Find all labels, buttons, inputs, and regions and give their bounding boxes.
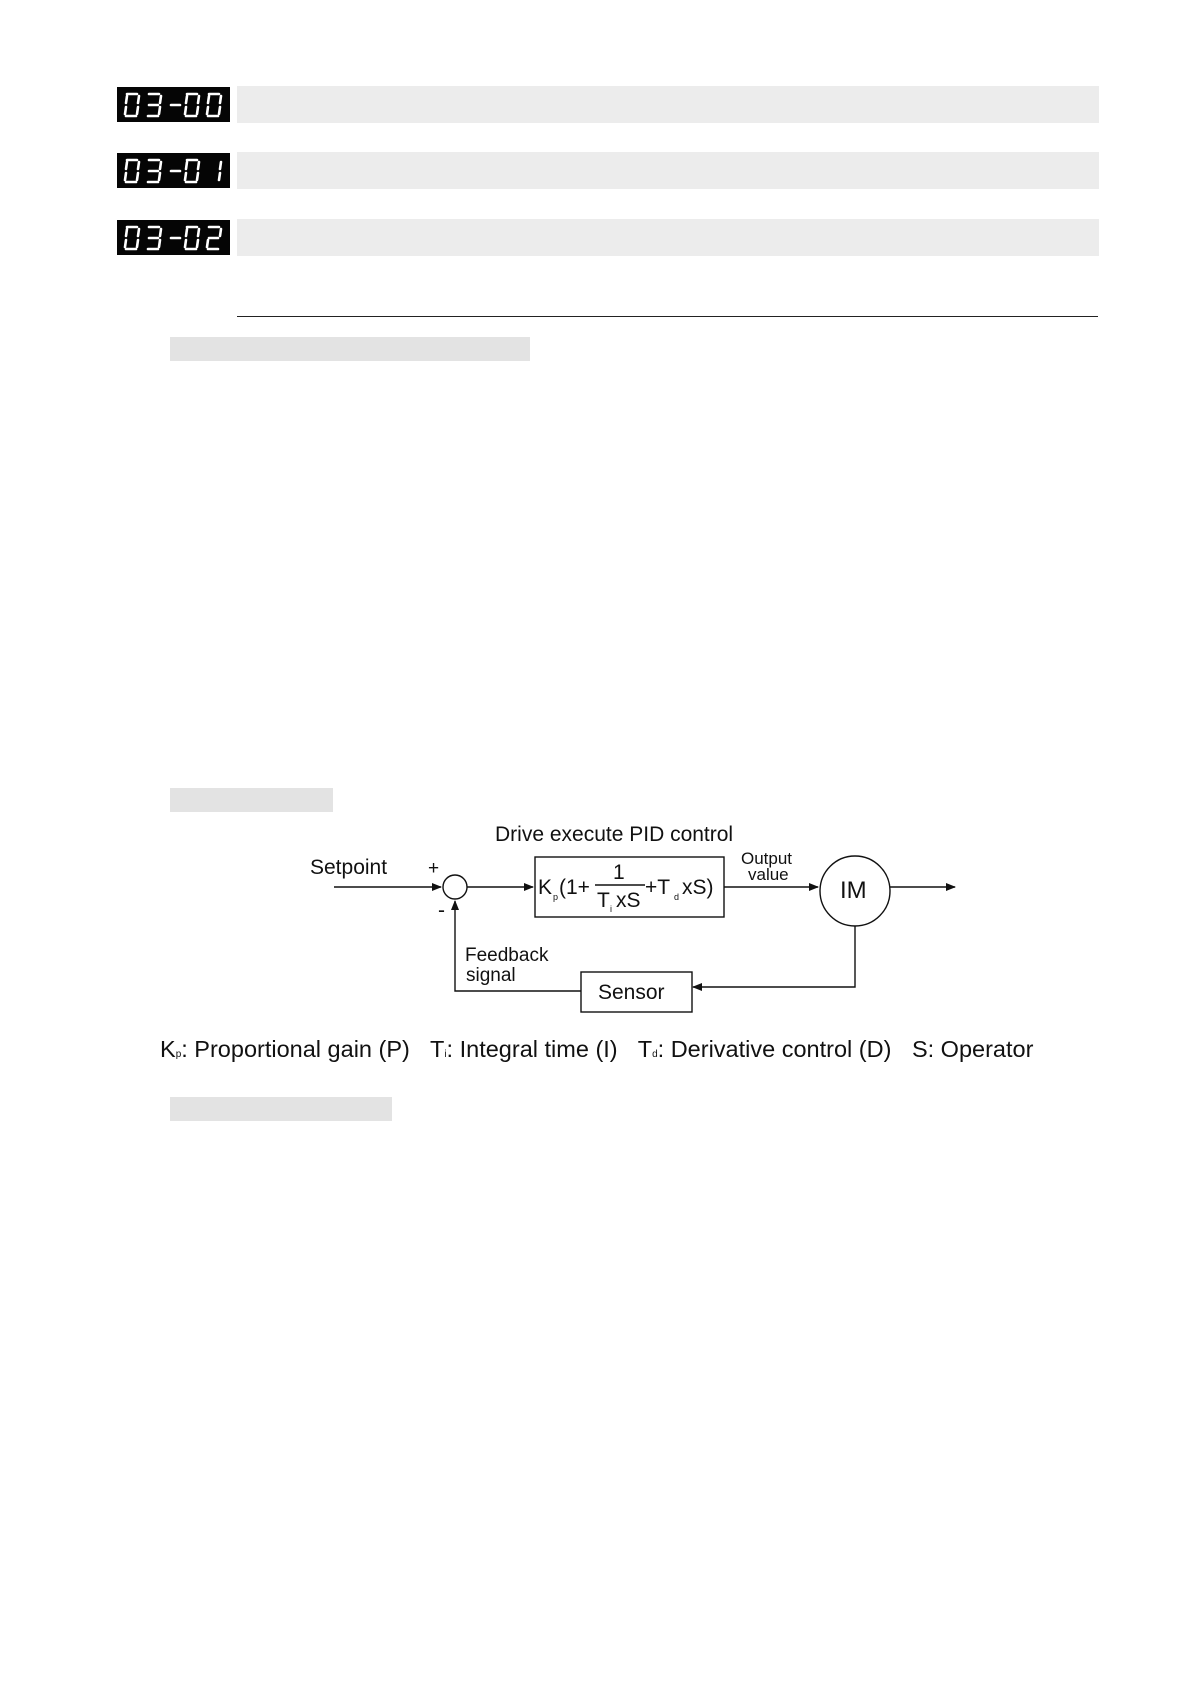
param-title-bar <box>237 219 1099 256</box>
formula-d-subscript: d <box>674 892 680 902</box>
seven-segment-stroke <box>220 229 221 236</box>
section-heading-bar-3 <box>170 1097 392 1121</box>
minus-sign: - <box>438 899 445 922</box>
output-label-line2: value <box>748 865 789 884</box>
seven-segment-stroke <box>126 96 127 103</box>
formula-ti: T <box>597 889 610 912</box>
seven-segment-stroke <box>186 162 187 169</box>
formula-p-subscript: p <box>553 892 559 902</box>
formula-xs: xS <box>616 889 641 912</box>
pid-control-diagram <box>280 808 980 1013</box>
seven-segment-stroke <box>220 162 221 169</box>
seven-segment-stroke <box>185 107 186 114</box>
pid-legend <box>160 1036 1160 1063</box>
seven-segment-stroke <box>160 229 161 236</box>
seven-segment-stroke <box>208 96 209 103</box>
seven-segment-stroke <box>197 240 198 247</box>
sensor-label: Sensor <box>598 981 665 1004</box>
param-row-03-01 <box>117 152 1097 190</box>
seven-segment-stroke <box>198 229 199 236</box>
legend-s: S: Operator <box>911 1036 1034 1062</box>
horizontal-divider <box>237 316 1098 317</box>
feedback-label-line1: Feedback <box>465 945 549 966</box>
seven-segment-stroke <box>126 162 127 169</box>
seven-segment-stroke <box>207 107 208 114</box>
seven-segment-stroke <box>186 96 187 103</box>
setpoint-label: Setpoint <box>310 856 388 879</box>
seven-segment-stroke <box>126 229 127 236</box>
param-code-display <box>117 153 230 188</box>
seven-segment-stroke <box>138 96 139 103</box>
seven-segment-stroke <box>125 107 126 114</box>
param-code-display <box>117 87 230 122</box>
seven-segment-stroke <box>198 96 199 103</box>
seven-segment-stroke <box>137 173 138 180</box>
plus-sign: + <box>428 858 440 879</box>
seven-segment-stroke <box>185 173 186 180</box>
feedback-label-line2: signal <box>466 965 516 986</box>
output-label-line1: Output <box>741 849 793 868</box>
formula-numerator: 1 <box>613 861 625 884</box>
legend-td: Td: Derivative control (D) <box>637 1036 892 1062</box>
seven-segment-stroke <box>219 173 220 180</box>
seven-segment-stroke <box>125 173 126 180</box>
param-row-03-02 <box>117 219 1097 257</box>
legend-kp: Kp: Proportional gain (P) <box>160 1036 410 1062</box>
formula-open: (1+ <box>559 876 590 899</box>
seven-segment-stroke <box>125 240 126 247</box>
param-row-03-00 <box>117 86 1097 124</box>
seven-segment-stroke <box>160 96 161 103</box>
seven-segment-stroke <box>159 240 160 247</box>
motor-label: IM <box>840 877 867 904</box>
seven-segment-stroke <box>207 240 208 247</box>
seven-segment-stroke <box>220 96 221 103</box>
param-code-display <box>117 220 230 255</box>
seven-segment-stroke <box>197 173 198 180</box>
diagram-title: Drive execute PID control <box>495 823 734 846</box>
formula-i-subscript: i <box>610 904 612 914</box>
seven-segment-stroke <box>197 107 198 114</box>
param-title-bar <box>237 86 1099 123</box>
seven-segment-stroke <box>138 162 139 169</box>
seven-segment-stroke <box>185 240 186 247</box>
seven-segment-stroke <box>198 162 199 169</box>
param-title-bar <box>237 152 1099 189</box>
seven-segment-stroke <box>137 107 138 114</box>
section-heading-bar-1 <box>170 337 530 361</box>
legend-ti: Ti: Integral time (I) <box>429 1036 618 1062</box>
seven-segment-stroke <box>137 240 138 247</box>
formula-k: K <box>538 876 553 899</box>
seven-segment-stroke <box>186 229 187 236</box>
seven-segment-stroke <box>219 107 220 114</box>
summing-junction <box>443 875 467 899</box>
seven-segment-stroke <box>159 173 160 180</box>
seven-segment-stroke <box>160 162 161 169</box>
seven-segment-stroke <box>138 229 139 236</box>
formula-plus-t: +T <box>645 876 671 899</box>
seven-segment-stroke <box>159 107 160 114</box>
formula-close: xS) <box>682 876 714 899</box>
motor-to-sensor-line <box>693 926 855 987</box>
